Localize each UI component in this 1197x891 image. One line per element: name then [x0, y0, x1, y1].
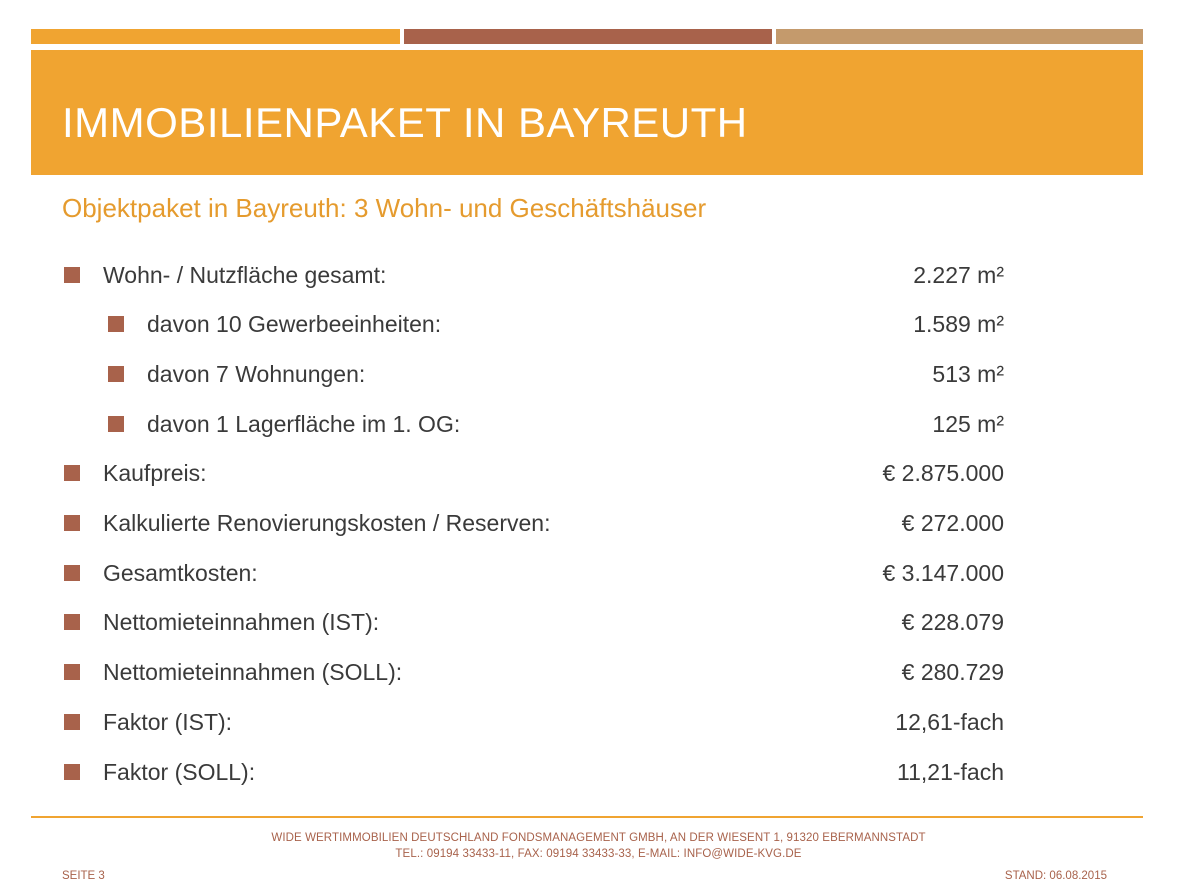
square-bullet-icon: [108, 316, 124, 332]
list-item: [0, 755, 1197, 789]
list-item: [0, 357, 1197, 391]
square-bullet-icon: [64, 614, 80, 630]
square-bullet-icon: [64, 714, 80, 730]
item-value: 2.227 m²: [913, 262, 1004, 288]
bar-orange: [31, 29, 400, 44]
footer-contact: TEL.: 09194 33433-11, FAX: 09194 33433-33, E-MAIL: INFO@WIDE-KVG.DE: [395, 848, 802, 860]
square-bullet-icon: [64, 565, 80, 581]
item-value: 1.589 m²: [913, 311, 1004, 337]
subtitle: Objektpaket in Bayreuth: 3 Wohn- und Geschäftshäuser: [62, 193, 707, 223]
item-label: davon 7 Wohnungen:: [147, 361, 366, 387]
item-label: Kaufpreis:: [103, 460, 207, 486]
item-value: 513 m²: [932, 361, 1004, 387]
item-value: € 3.147.000: [882, 560, 1004, 586]
bar-brown: [404, 29, 772, 44]
item-label: davon 10 Gewerbeeinheiten:: [147, 311, 442, 337]
list-item: [0, 307, 1197, 341]
item-value: € 228.079: [901, 609, 1004, 635]
list-item: [0, 556, 1197, 590]
item-label: Nettomieteinnahmen (IST):: [103, 609, 380, 635]
page-title: IMMOBILIENPAKET IN BAYREUTH: [62, 99, 748, 146]
square-bullet-icon: [108, 366, 124, 382]
list-item: [0, 605, 1197, 639]
item-label: Gesamtkosten:: [103, 560, 258, 586]
item-value: 125 m²: [932, 411, 1004, 437]
item-label: davon 1 Lagerfläche im 1. OG:: [147, 411, 461, 437]
item-value: 12,61-fach: [895, 709, 1004, 735]
square-bullet-icon: [108, 416, 124, 432]
bar-tan: [776, 29, 1143, 44]
item-value: € 280.729: [901, 659, 1004, 685]
square-bullet-icon: [64, 267, 80, 283]
item-value: 11,21-fach: [897, 759, 1004, 785]
item-value: € 2.875.000: [882, 460, 1004, 486]
footer-divider: [31, 816, 1143, 818]
list-item: [0, 506, 1197, 540]
footer-company: WIDE WERTIMMOBILIEN DEUTSCHLAND FONDSMANAGEMENT GMBH, AN DER WIESENT 1, 91320 EBERMANNSTADT: [271, 832, 926, 844]
item-label: Wohn- / Nutzfläche gesamt:: [103, 262, 387, 288]
title-banner: [31, 50, 1143, 175]
square-bullet-icon: [64, 764, 80, 780]
date-stamp: STAND: 06.08.2015: [1004, 870, 1107, 882]
square-bullet-icon: [64, 465, 80, 481]
item-label: Nettomieteinnahmen (SOLL):: [103, 659, 403, 685]
item-value: € 272.000: [901, 510, 1004, 536]
list-item: [0, 456, 1197, 490]
page-number: SEITE 3: [62, 870, 105, 882]
item-label: Faktor (IST):: [103, 709, 233, 735]
item-label: Faktor (SOLL):: [103, 759, 256, 785]
item-label: Kalkulierte Renovierungskosten / Reserven:: [103, 510, 551, 536]
list-item: [0, 407, 1197, 441]
square-bullet-icon: [64, 515, 80, 531]
list-item: [0, 705, 1197, 739]
list-item: [0, 258, 1197, 292]
list-item: [0, 655, 1197, 689]
decorative-bars: [31, 29, 1143, 44]
square-bullet-icon: [64, 664, 80, 680]
